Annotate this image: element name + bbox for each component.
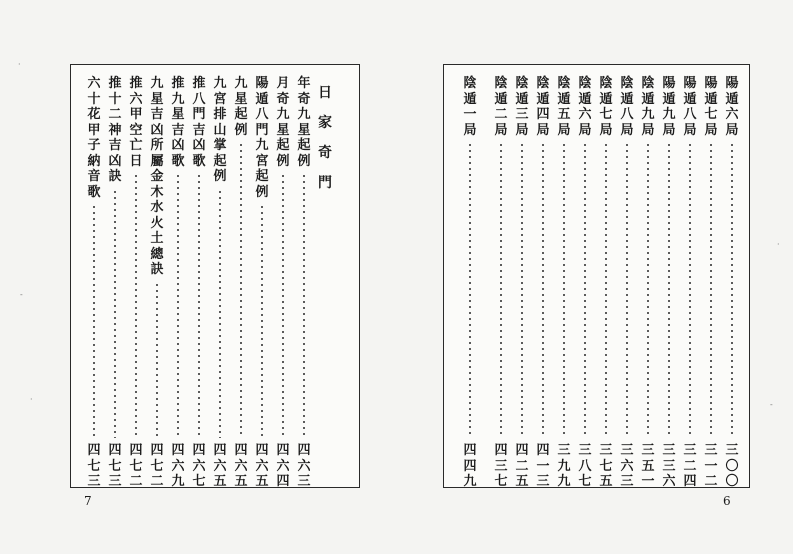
toc-entry-title: 陽 遁 八 門 九 宮 起 例 [255,76,269,200]
toc-entry[interactable] [189,76,209,496]
toc-entry-title: 推 九 星 吉 凶 歌 [171,76,185,169]
toc-entry[interactable] [659,76,679,496]
toc-dot-leader [114,189,116,438]
toc-entry-title: 陽 遁 六 局 [725,76,739,138]
toc-entry-page: 四 四 九 [463,443,477,489]
toc-entry-title: 年 奇 九 星 起 例 [297,76,311,169]
right-page-number: 6 [723,494,731,508]
toc-entry-title: 陰 遁 五 局 [557,76,571,138]
toc-entry-page: 四 一 三 [536,443,550,489]
toc-dot-leader [521,142,523,438]
scan-speck: · [777,240,780,249]
toc-entry-page: 四 六 五 [234,443,248,489]
toc-entry-title: 陽 遁 七 局 [704,76,718,138]
toc-entry[interactable] [460,76,480,496]
toc-entry-page: 四 六 七 [192,443,206,489]
toc-dot-leader [93,204,95,438]
toc-dot-leader [282,173,284,438]
toc-entry-title: 陰 遁 四 局 [536,76,550,138]
toc-entry-page: 三 九 九 [557,443,571,489]
toc-dot-leader [177,173,179,438]
toc-dot-leader [303,173,305,438]
toc-entry[interactable] [701,76,721,496]
toc-entry-page: 三 六 三 [620,443,634,489]
toc-dot-leader [605,142,607,438]
toc-dot-leader [469,142,471,438]
toc-entry-page: 四 七 三 [87,443,101,489]
toc-entry-title: 月 奇 九 星 起 例 [276,76,290,169]
toc-entry-title: 六 十 花 甲 子 納 音 歌 [87,76,101,200]
toc-entry-title: 陰 遁 七 局 [599,76,613,138]
toc-entry-page: 四 七 二 [150,443,164,489]
toc-dot-leader [198,173,200,438]
toc-dot-leader [689,142,691,438]
toc-entry[interactable] [105,76,125,496]
toc-dot-leader [647,142,649,438]
scan-speck: · [30,395,33,404]
toc-entry[interactable] [210,76,230,496]
toc-dot-leader [219,189,221,438]
toc-entry-title: 陰 遁 一 局 [463,76,477,138]
toc-header [315,78,335,198]
toc-dot-leader [626,142,628,438]
toc-entry-page: 四 七 三 [108,443,122,489]
toc-entry[interactable] [617,76,637,496]
toc-dot-leader [156,282,158,438]
toc-entry-page: 三 二 四 [683,443,697,489]
toc-entry[interactable] [596,76,616,496]
toc-entry[interactable] [491,76,511,496]
toc-entry-page: 三 三 六 [662,443,676,489]
toc-entry[interactable] [147,76,167,496]
toc-dot-leader [710,142,712,438]
toc-entry[interactable] [680,76,700,496]
toc-entry-title: 陰 遁 二 局 [494,76,508,138]
toc-entry-page: 三 五 一 [641,443,655,489]
toc-entry-page: 三 一 二 [704,443,718,489]
toc-header-text: 日 家 奇 門 [318,85,332,191]
toc-dot-leader [135,173,137,438]
toc-dot-leader [731,142,733,438]
toc-entry-title: 推 十 二 神 吉 凶 訣 [108,76,122,184]
toc-entry-title: 陽 遁 八 局 [683,76,697,138]
toc-entry[interactable] [722,76,742,496]
toc-entry-title: 九 宮 排 山 掌 起 例 [213,76,227,184]
toc-dot-leader [563,142,565,438]
toc-entry[interactable] [512,76,532,496]
toc-entry-title: 陰 遁 八 局 [620,76,634,138]
toc-entry-page: 三 八 七 [578,443,592,489]
toc-entry-page: 三 七 五 [599,443,613,489]
toc-entry-page: 三 〇 〇 [725,443,739,489]
toc-entry[interactable] [533,76,553,496]
toc-entry[interactable] [294,76,314,496]
toc-entry-page: 四 六 五 [255,443,269,489]
toc-entry-page: 四 六 五 [213,443,227,489]
toc-entry[interactable] [273,76,293,496]
toc-entry-page: 四 六 九 [171,443,185,489]
toc-entry[interactable] [231,76,251,496]
scan-speck: - [770,400,773,409]
toc-entry[interactable] [84,76,104,496]
toc-entry-title: 陰 遁 六 局 [578,76,592,138]
toc-entry-page: 四 二 五 [515,443,529,489]
scan-speck: · [18,60,21,69]
toc-dot-leader [240,142,242,438]
toc-entry-title: 陰 遁 三 局 [515,76,529,138]
toc-entry-page: 四 三 七 [494,443,508,489]
toc-entry-title: 推 八 門 吉 凶 歌 [192,76,206,169]
toc-entry[interactable] [638,76,658,496]
toc-dot-leader [542,142,544,438]
toc-dot-leader [261,204,263,438]
toc-entry[interactable] [252,76,272,496]
toc-entry-title: 陽 遁 九 局 [662,76,676,138]
toc-dot-leader [500,142,502,438]
toc-entry[interactable] [126,76,146,496]
toc-entry-title: 九 星 吉 凶 所 屬 金 木 水 火 土 總 訣 [150,76,164,277]
toc-entry[interactable] [168,76,188,496]
scan-speck: - [20,290,23,299]
toc-dot-leader [668,142,670,438]
left-page-number: 7 [84,494,92,508]
toc-entry-page: 四 六 四 [276,443,290,489]
toc-entry[interactable] [554,76,574,496]
toc-entry-title: 推 六 甲 空 亡 日 [129,76,143,169]
toc-entry-title: 九 星 起 例 [234,76,248,138]
toc-entry-title: 陰 遁 九 局 [641,76,655,138]
toc-entry[interactable] [575,76,595,496]
toc-dot-leader [584,142,586,438]
toc-entry-page: 四 六 三 [297,443,311,489]
toc-entry-page: 四 七 二 [129,443,143,489]
